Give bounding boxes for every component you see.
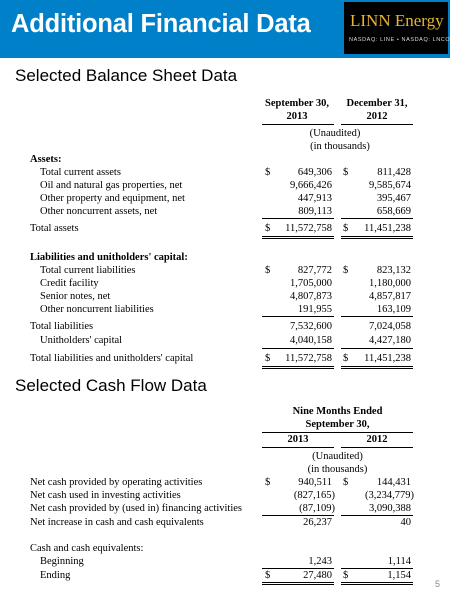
cf-cash-heading: Cash and cash equivalents: [30, 543, 144, 554]
cash-flow-title: Selected Cash Flow Data [15, 376, 207, 395]
bs-assets-heading: Assets: [30, 154, 62, 165]
cf-unaudited-note: (Unaudited) [312, 451, 363, 462]
table-row-label: Other property and equipment, net [40, 193, 185, 204]
currency-symbol: $ [343, 223, 349, 234]
table-cell-value: 11,451,238 [364, 353, 411, 364]
table-cell-value: 823,132 [376, 265, 411, 276]
table-cell-value: 144,431 [376, 477, 411, 488]
bs-col1-header-line1: September 30, [265, 98, 329, 109]
table-cell-value: 4,427,180 [369, 335, 411, 346]
table-cell-value: 9,585,674 [369, 180, 411, 191]
logo-tickers: NASDAQ: LINE • NASDAQ: LNCO [349, 37, 450, 43]
table-row-label: Net increase in cash and cash equivalents [30, 517, 204, 528]
table-row-label: Net cash used in investing activities [30, 490, 181, 501]
total-double-rule [341, 236, 413, 239]
table-cell-value: 827,772 [297, 265, 332, 276]
table-cell-value: 1,154 [387, 570, 411, 581]
cf-col2-header-rule [341, 447, 413, 448]
table-row-label: Credit facility [40, 278, 99, 289]
table-row-label: Total liabilities and unitholders' capital [30, 353, 194, 364]
subtotal-rule [341, 316, 413, 317]
subtotal-rule [262, 316, 334, 317]
table-cell-value: 395,467 [376, 193, 411, 204]
table-row-label: Total liabilities [30, 321, 94, 332]
company-logo [344, 2, 448, 54]
subtotal-rule [341, 348, 413, 349]
table-row-label: Net cash provided by (used in) financing activities [30, 503, 242, 514]
table-cell-value: 7,024,058 [369, 321, 411, 332]
subtotal-rule [341, 218, 413, 219]
table-cell-value: 1,243 [308, 556, 332, 567]
subtotal-rule [262, 218, 334, 219]
page-title: Additional Financial Data [11, 10, 311, 38]
table-cell-value: (87,109) [299, 503, 335, 514]
table-row-label: Total current assets [40, 167, 121, 178]
table-cell-value: 1,114 [387, 556, 411, 567]
currency-symbol: $ [343, 167, 349, 178]
table-cell-value: 163,109 [376, 304, 411, 315]
currency-symbol: $ [265, 265, 271, 276]
table-row-label: Oil and natural gas properties, net [40, 180, 183, 191]
currency-symbol: $ [343, 265, 349, 276]
currency-symbol: $ [265, 353, 271, 364]
table-cell-value: 11,572,758 [285, 223, 332, 234]
page-number: 5 [435, 579, 441, 589]
table-cell-value: (3,234,779) [365, 490, 414, 501]
table-row-label: Other noncurrent liabilities [40, 304, 154, 315]
table-cell-value: 11,451,238 [364, 223, 411, 234]
bs-units-note: (in thousands) [310, 141, 370, 152]
table-row-label: Total assets [30, 223, 79, 234]
table-cell-value: 4,040,158 [290, 335, 332, 346]
table-cell-value: (827,165) [293, 490, 335, 501]
table-cell-value: 26,237 [303, 517, 332, 528]
table-cell-value: 940,511 [298, 477, 332, 488]
currency-symbol: $ [343, 353, 349, 364]
bs-liabilities-heading: Liabilities and unitholders' capital: [30, 252, 188, 263]
table-cell-value: 4,807,873 [290, 291, 332, 302]
cf-units-note: (in thousands) [307, 464, 368, 475]
bs-unaudited-note: (Unaudited) [309, 128, 361, 139]
table-cell-value: 649,306 [297, 167, 332, 178]
subtotal-rule [262, 348, 334, 349]
bs-col1-header-line2: 2013 [286, 111, 308, 122]
currency-symbol: $ [343, 570, 349, 581]
table-cell-value: 191,955 [297, 304, 332, 315]
table-cell-value: 40 [400, 517, 411, 528]
currency-symbol: $ [265, 477, 271, 488]
table-cell-value: 658,669 [376, 206, 411, 217]
table-cell-value: 27,480 [303, 570, 332, 581]
table-row-label: Total current liabilities [40, 265, 136, 276]
currency-symbol: $ [265, 570, 271, 581]
table-cell-value: 447,913 [297, 193, 332, 204]
cf-period-header-line2: September 30, [305, 419, 370, 430]
currency-symbol: $ [265, 223, 271, 234]
cf-col2-header: 2012 [366, 434, 388, 445]
table-cell-value: 11,572,758 [285, 353, 332, 364]
cf-col1-header: 2013 [287, 434, 309, 445]
total-double-rule [341, 582, 413, 585]
total-double-rule [262, 366, 334, 369]
bs-col2-header-rule [341, 124, 413, 125]
logo-name: LINN Energy [350, 11, 444, 30]
table-cell-value: 809,113 [298, 206, 332, 217]
table-cell-value: 4,857,817 [369, 291, 411, 302]
currency-symbol: $ [265, 167, 271, 178]
cf-period-header-line1: Nine Months Ended [292, 406, 383, 417]
total-double-rule [341, 366, 413, 369]
table-cell-value: 1,180,000 [369, 278, 411, 289]
table-cell-value: 811,428 [377, 167, 411, 178]
table-cell-value: 9,666,426 [290, 180, 332, 191]
table-cell-value: 1,705,000 [290, 278, 332, 289]
table-row-label: Unitholders' capital [40, 335, 123, 346]
table-row-label: Senior notes, net [40, 291, 111, 302]
total-double-rule [262, 582, 334, 585]
table-cell-value: 3,090,388 [369, 503, 411, 514]
currency-symbol: $ [343, 477, 349, 488]
bs-col2-header-line2: 2012 [366, 111, 388, 122]
table-cell-value: 7,532,600 [290, 321, 332, 332]
table-row-label: Net cash provided by operating activities [30, 477, 203, 488]
bs-col1-header-rule [262, 124, 334, 125]
header-bar [0, 0, 450, 58]
bs-col2-header-line1: December 31, [346, 98, 408, 109]
cf-col1-header-rule [262, 447, 334, 448]
table-row-label: Beginning [40, 556, 84, 567]
table-row-label: Ending [40, 570, 71, 581]
table-row-label: Other noncurrent assets, net [40, 206, 158, 217]
balance-sheet-title: Selected Balance Sheet Data [15, 66, 238, 85]
total-double-rule [262, 236, 334, 239]
